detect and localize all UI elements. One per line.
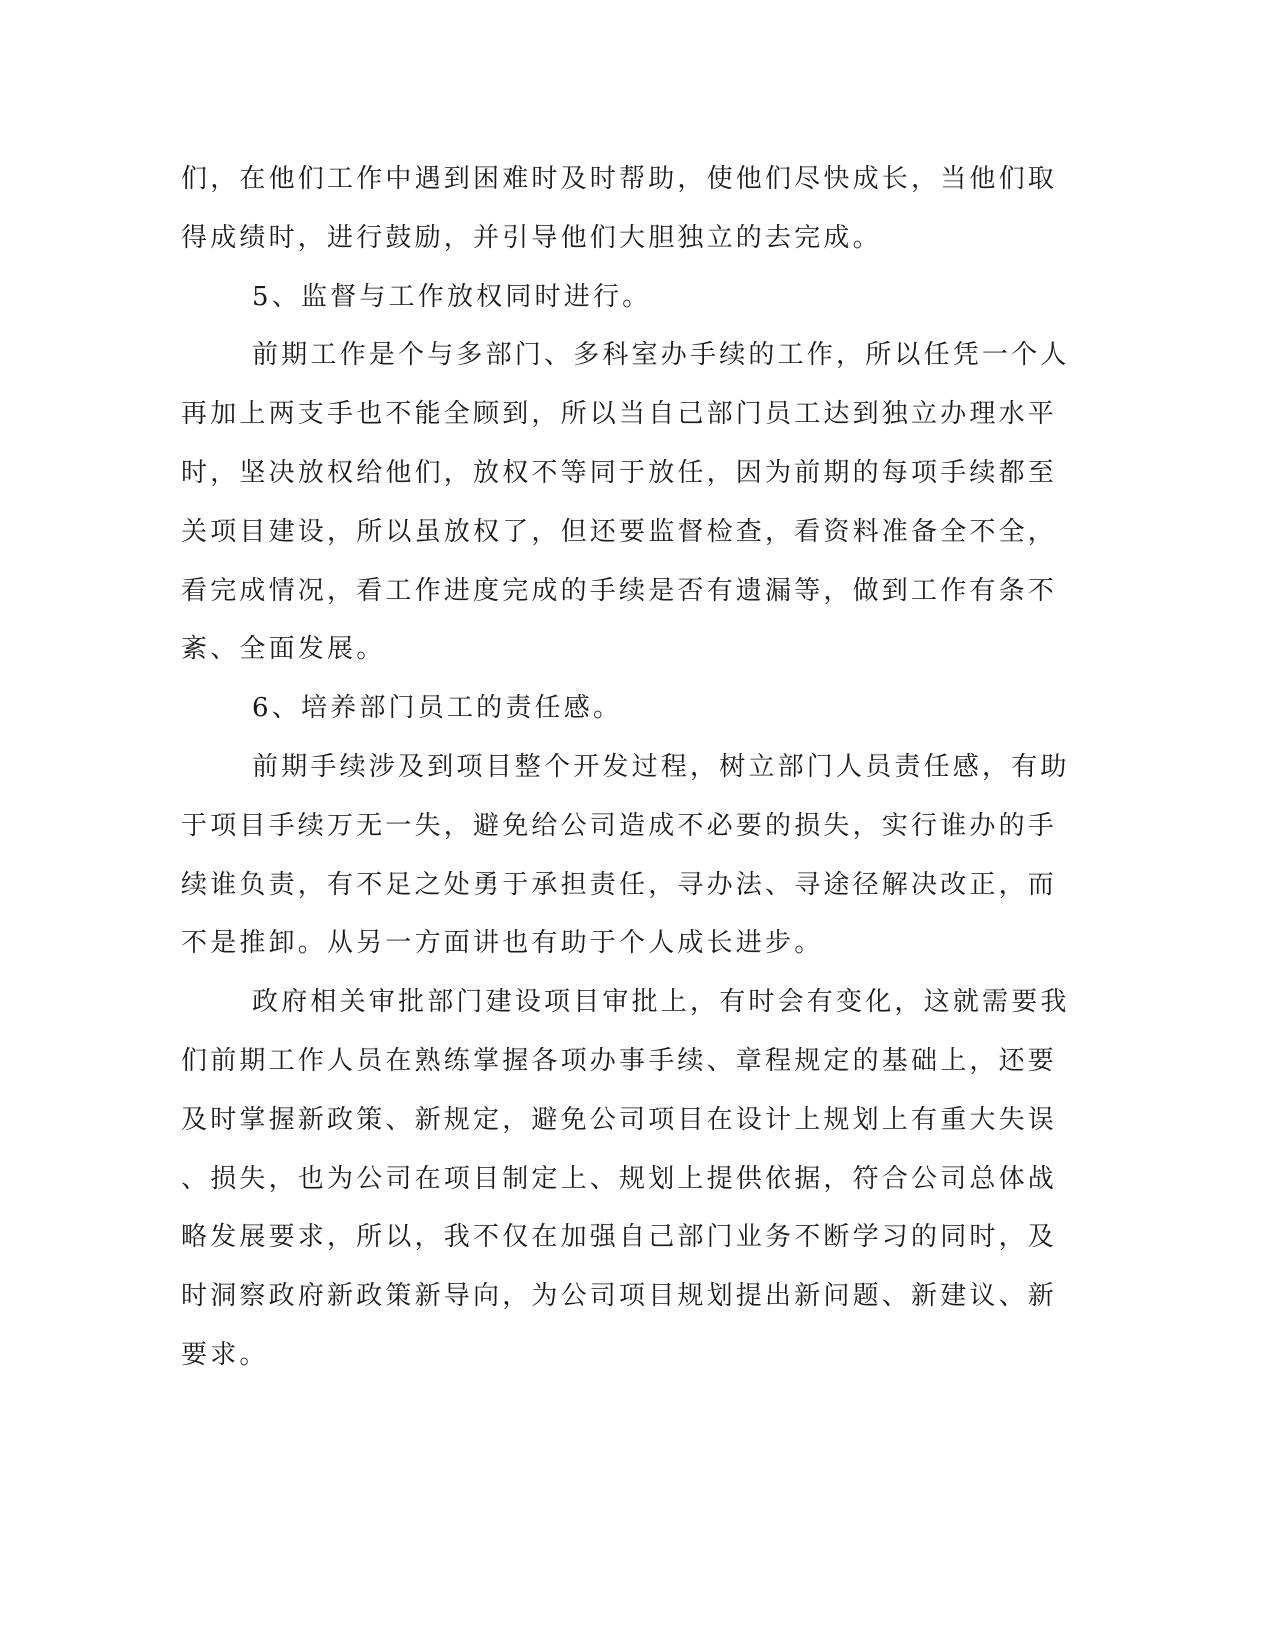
- body-line: 得成绩时，进行鼓励，并引导他们大胆独立的去完成。: [181, 222, 882, 253]
- paragraph-start-line: 前期工作是个与多部门、多科室办手续的工作，所以任凭一个人: [252, 340, 1070, 371]
- paragraph-start-line: 前期手续涉及到项目整个开发过程，树立部门人员责任感，有助: [252, 751, 1070, 782]
- body-line: 时，坚决放权给他们，放权不等同于放任，因为前期的每项手续都至: [181, 457, 1058, 488]
- body-line: 关项目建设，所以虽放权了，但还要监督检查，看资料准备全不全，: [181, 516, 1058, 547]
- body-line: 时洞察政府新政策新导向，为公司项目规划提出新问题、新建议、新: [181, 1281, 1058, 1312]
- body-line: 紊、全面发展。: [181, 634, 386, 665]
- body-line: 们前期工作人员在熟练掌握各项办事手续、章程规定的基础上，还要: [181, 1045, 1058, 1076]
- body-line: 要求。: [181, 1339, 269, 1370]
- body-line: 续谁负责，有不足之处勇于承担责任，寻办法、寻途径解决改正，而: [181, 869, 1058, 900]
- body-line: 、损失，也为公司在项目制定上、规划上提供依据，符合公司总体战: [181, 1163, 1058, 1194]
- body-line: 及时掌握新政策、新规定，避免公司项目在设计上规划上有重大失误: [181, 1104, 1058, 1135]
- section-heading-5: 5、监督与工作放权同时进行。: [252, 281, 652, 312]
- body-line: 们，在他们工作中遇到困难时及时帮助，使他们尽快成长，当他们取: [181, 164, 1058, 194]
- body-line: 再加上两支手也不能全顾到，所以当自己部门员工达到独立办理水平: [181, 399, 1058, 430]
- document-body: [181, 150, 1070, 1385]
- paragraph-start-line: 政府相关审批部门建设项目审批上，有时会有变化，这就需要我: [252, 987, 1070, 1018]
- body-line: 看完成情况，看工作进度完成的手续是否有遗漏等，做到工作有条不: [181, 575, 1058, 606]
- body-line: 不是推卸。从另一方面讲也有助于个人成长进步。: [181, 928, 824, 959]
- body-line: 于项目手续万无一失，避免给公司造成不必要的损失，实行谁办的手: [181, 810, 1058, 841]
- body-line: 略发展要求，所以，我不仅在加强自己部门业务不断学习的同时，及: [181, 1222, 1058, 1253]
- section-heading-6: 6、培养部门员工的责任感。: [252, 693, 623, 724]
